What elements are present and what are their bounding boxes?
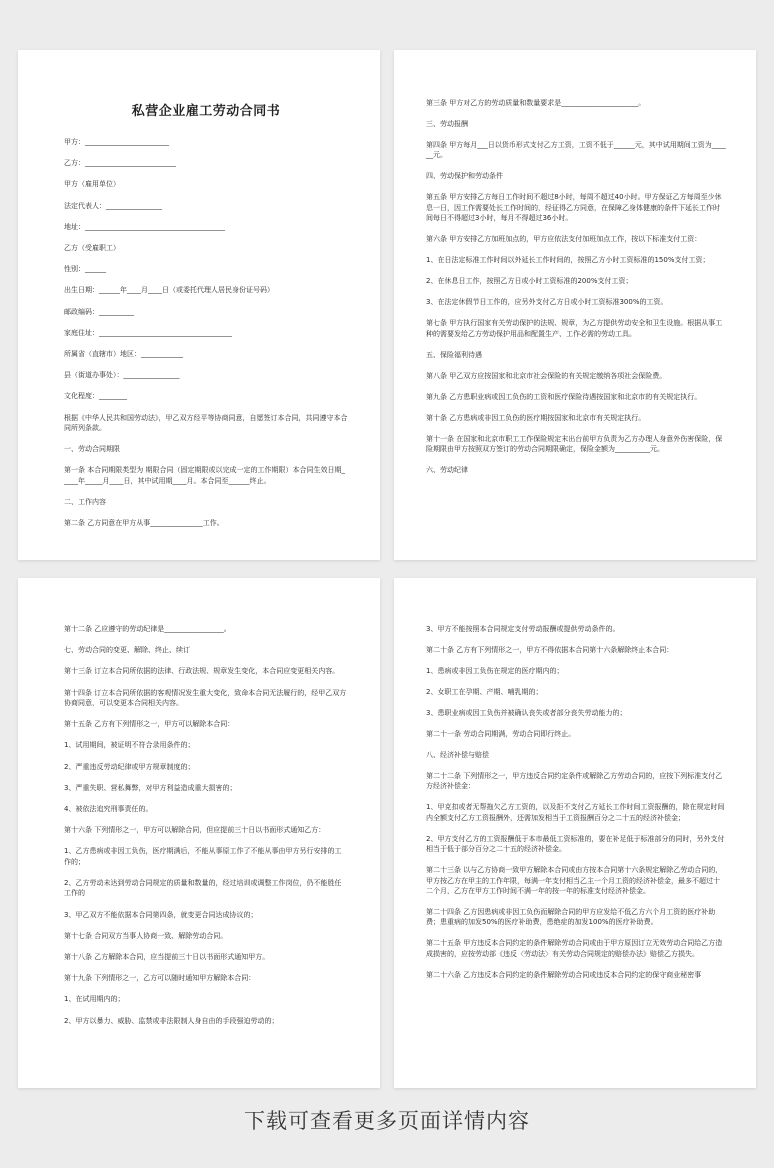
- document-line: 地址：________________________________________: [64, 222, 225, 231]
- document-line: 1、乙方患病或非因工负伤，医疗期满后，不能从事原工作了不能从事由甲方另行安排的工作的；: [64, 847, 342, 866]
- document-line: 甲方（雇用单位）: [64, 180, 120, 189]
- document-line: 法定代表人：________________: [64, 201, 162, 210]
- document-line: 家庭住址：______________________________________: [64, 328, 232, 337]
- document-line: 1、甲克扣或者无帮拖欠乙方工资的，以及拒不支付乙方延长工作时间工资报酬的，除在规定时间内全额支付乙方工资报酬外，还需加发相当于工资报酬百分之二十五的经济补偿金；: [426, 803, 725, 822]
- document-line: 所属省（直辖市）地区：____________: [64, 350, 183, 359]
- document-line: 3、甲乙双方不能依据本合同第四条，就变更合同达成协议的；: [64, 910, 258, 919]
- document-line: 第二条 乙方同意在甲方从事_______________工作。: [64, 519, 224, 528]
- document-line: 第九条 乙方患职业病或因工负伤的工资和医疗保险待遇按国家和北京市的有关规定执行。: [426, 392, 702, 401]
- document-line: 文化程度：________: [64, 392, 127, 401]
- document-line: 一、劳动合同期限: [64, 445, 120, 454]
- document-line: 第二十五条 甲方违反本合同约定的条件解除劳动合同或由于甲方原因订立无效劳动合同给乙方造成损害的，应按劳动部《违反〈劳动法〉有关劳动合同规定的赔偿办法》赔偿乙方损失。: [426, 939, 723, 958]
- document-line: 第二十二条 下列情形之一，甲方违反合同约定条件或解除乙方劳动合同的，应按下列标准支付乙方经济补偿金：: [426, 772, 723, 791]
- document-line: 第三条 甲方对乙方的劳动质量和数量要求是______________________。: [426, 99, 646, 107]
- page-4-body: [426, 624, 726, 980]
- document-line: 第二十六条 乙方违反本合同约定的条件解除劳动合同或违反本合同约定的保守商业秘密事: [426, 970, 702, 979]
- document-page-4: [394, 578, 756, 1088]
- document-line: 第十一条 在国家和北京市职工工作保险规定末出台前甲方负责为乙方办理人身意外伤害保险，保险期限由甲方按照双方签订的劳动合同期限确定，保险金额为__________元。: [426, 434, 723, 454]
- document-line: 性别：______: [64, 265, 106, 274]
- document-line: 乙方（受雇职工）: [64, 244, 120, 253]
- page-3-body: [64, 624, 348, 1026]
- document-line: 2、在休息日工作，按照乙方日或小时工资标准的200%支付工资；: [426, 277, 633, 286]
- document-line: 3、甲方不能按照本合同规定支付劳动报酬或提供劳动条件的。: [426, 625, 620, 633]
- document-line: 2、甲方支付乙方的工资报酬低于本市最低工资标准的，要在补足低于标准部分的同时，另外支付相当于低于部分百分之二十五的经济补偿金。: [426, 834, 725, 854]
- document-line: 第六条 甲方安排乙方加班加点的，甲方应依法支付加班加点工作，按以下标准支付工资：: [426, 235, 702, 244]
- document-line: 1、在试用期内的；: [64, 995, 125, 1004]
- document-line: 4、被依法追究刑事责任的。: [64, 805, 153, 814]
- document-line: 出生日期：______年____月____日（或委托代理人居民身份证号码）: [64, 286, 274, 295]
- document-line: 2、女职工在孕期、产期、哺乳期的；: [426, 688, 543, 696]
- document-line: 县（街道办事处）：________________: [64, 371, 180, 380]
- document-line: 第十七条 合同双方当事人协商一致、解除劳动合同。: [64, 931, 228, 940]
- document-line: 第十条 乙方患病或非因工负伤的医疗期按国家和北京市有关规定执行。: [426, 413, 646, 422]
- document-line: 第十四条 订立本合同所依据的客观情况发生重大变化，致命本合同无法履行的，经甲乙双方协商同意，可以变更本合同相关内容。: [64, 688, 347, 708]
- document-line: 三、劳动报酬: [426, 120, 468, 128]
- download-more-caption[interactable]: 下载可查看更多页面详情内容: [244, 1109, 530, 1133]
- document-page-3: [18, 578, 380, 1088]
- document-line: 八、经济补偿与赔偿: [426, 751, 489, 759]
- document-line: 第七条 甲方执行国家有关劳动保护的法规、规章，为乙方提供劳动安全和卫生设施。根据从事工种的需要发给乙方劳动保护用品和配置生产、工作必需的劳动工具。: [426, 319, 723, 338]
- document-line: 第十三条 订立本合同所依据的法律、行政法规、规章发生变化，本合同应变更相关内容。: [64, 667, 340, 676]
- document-line: 第二十三条 以与乙方协商一致甲方解除本合同或由方按本合同第十六条规定解除乙劳动合同的，甲方按乙方在甲主的工作年限，每满一年支付相当乙主一个月工资的经济补偿金，最多不超过十二个月，乙方在甲方工作时间不满一年的按一年的标准支付经济补偿金。: [426, 866, 723, 896]
- page-1-body: [64, 137, 348, 529]
- document-line: 四、劳动保护和劳动条件: [426, 172, 503, 181]
- document-line: 2、严重违反劳动纪律或甲方规章制度的；: [64, 762, 195, 771]
- document-line: 第一条 本合同期限类型为 期限合同（固定期限或以完成一定的工作期限）本合同生效日期_____年_____月____日，其中试用期____月。本合同至______终止。: [64, 466, 345, 485]
- document-line: 第四条 甲方每月___日以货币形式支付乙方工资，工资不低于______元，其中试用期间工资为______元。: [426, 141, 726, 160]
- document-line: 第十八条 乙方解除本合同，应当提前三十日以书面形式通知甲方。: [64, 953, 270, 962]
- document-line: 二、工作内容: [64, 498, 106, 507]
- document-line: 六、劳动纪律: [426, 466, 468, 475]
- document-page-2: [394, 50, 756, 560]
- document-line: 甲方：________________________: [64, 138, 169, 146]
- document-line: 第十六条 下列情形之一，甲方可以解除合同，但应提前三十日以书面形式通知乙方：: [64, 826, 326, 835]
- document-line: 五、保险福利待遇: [426, 350, 482, 359]
- document-page-1: [18, 50, 380, 560]
- document-line: 乙方：__________________________: [64, 159, 176, 168]
- document-line: 第五条 甲方安排乙方每日工作时间不超过8小时，每周不超过40小时。甲方保证乙方每周至少休息一日，因工作需要处长工作时间的，经征得乙方同意，在保障乙身体健康的条件下延长工作时间每日不得超过3小时，每月不得超过36小时。: [426, 193, 722, 223]
- document-line: 七、劳动合同的变更、解除、终止、续订: [64, 646, 190, 655]
- document-line: 第十二条 乙应遵守的劳动纪律是_________________。: [64, 625, 231, 633]
- document-line: 2、乙方劳动未达到劳动合同规定的质量和数量的，经过培训或调整工作岗位，仍不能胜任工作的: [64, 879, 342, 898]
- document-line: 3、在法定休假节日工作的，应另外支付乙方日或小时工资标准300%的工资。: [426, 298, 668, 307]
- document-line: 3、患职业病或因工负伤并被确认丧失或者部分丧失劳动能力的；: [426, 709, 627, 717]
- document-line: 根据《中华人民共和国劳动法》，甲乙双方经平等协商同意，自愿签订本合同，共同遵守本合同所列条款。: [64, 413, 348, 433]
- document-line: 1、在日法定标准工作时间以外延长工作时间的，按照乙方小时工资标准的150%支付工资；: [426, 256, 710, 265]
- document-line: 第八条 甲乙双方应按国家和北京市社会保险的有关规定缴纳各项社会保险费。: [426, 371, 667, 380]
- document-line: 第十五条 乙方有下列情形之一，甲方可以解除本合同：: [64, 720, 235, 729]
- document-title: 私营企业雇工劳动合同书: [131, 104, 281, 119]
- document-line: 第二十条 乙方有下列情形之一，甲方不得依据本合同第十六条解除终止本合同：: [426, 646, 674, 654]
- document-line: 第二十一条 劳动合同期满，劳动合同即行终止。: [426, 730, 576, 738]
- document-line: 2、甲方以暴力、威胁、监禁或非法限制人身自由的手段强迫劳动的；: [64, 1016, 279, 1025]
- document-line: 邮政编码：__________: [64, 307, 134, 316]
- document-line: 1、患病或非因工负伤在规定的医疗期内的；: [426, 667, 564, 675]
- page-2-body: [426, 98, 726, 475]
- document-line: 第二十四条 乙方因患病或非因工负伤而解除合同的甲方应发给不低乙方六个月工资的医疗补助费；患重病的加发50%的医疗补助费，患绝症的加发100%的医疗补助费。: [426, 908, 716, 927]
- document-line: 第十九条 下列情形之一，乙方可以随时通知甲方解除本合同：: [64, 974, 256, 983]
- document-line: 1、试用期间，被证明不符合录用条件的；: [64, 741, 195, 750]
- document-line: 3、严重失职、营私舞弊，对甲方利益造成重大损害的；: [64, 783, 237, 792]
